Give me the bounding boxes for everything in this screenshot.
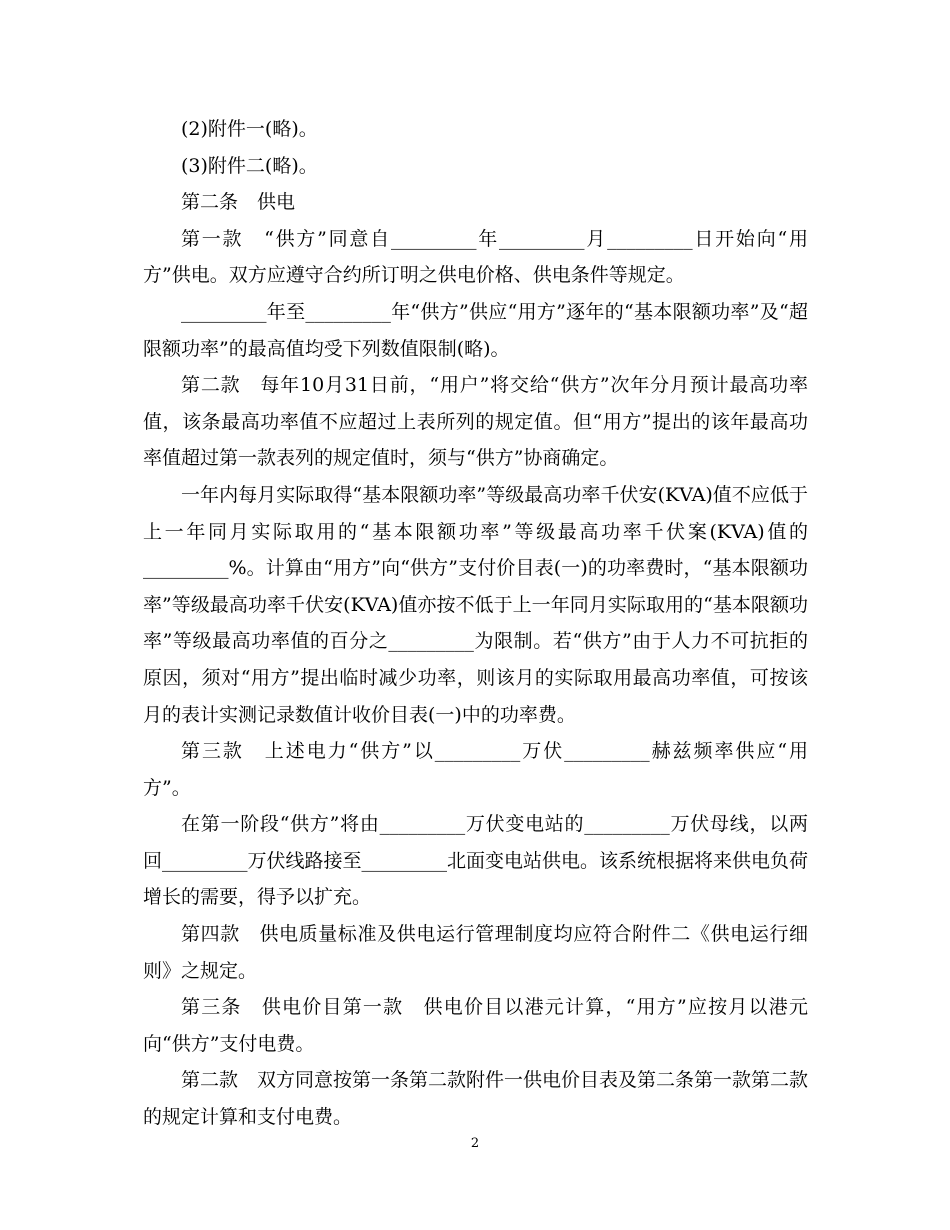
document-body bbox=[143, 111, 808, 1136]
heading-article-2-power-supply: 第二条 供电 bbox=[181, 191, 296, 214]
heading-article-3-pricing: 第三条 供电价目第一款 供电价目以港元计算，“用方”应按月以港元向“供方”支付电费。 bbox=[143, 996, 808, 1055]
paragraph-first-stage-substation: 在第一阶段“供方”将由_________万伏变电站的_________万伏母线，以两回_________万伏线路接至_________北面变电站供电。该系统根据将来供电负荷增长的需要，得予以扩充。 bbox=[143, 813, 809, 909]
paragraph-annual-power-limits: _________年至_________年“供方”供应“用方”逐年的“基本限额功率”及“超限额功率”的最高值均受下列数值限制(略)。 bbox=[143, 300, 808, 360]
paragraph-clause-2-forecast: 第二款 每年10月31日前，“用户”将交给“供方”次年分月预计最高功率值，该条最高功率值不应超过上表所列的规定值。但“用方”提出的该年最高功率值超过第一款表列的规定值时，须与“供方”协商确定。 bbox=[143, 374, 808, 470]
paragraph-clause-1-start-date: 第一款 “供方”同意自_________年_________月_________日开始向“用方”供电。双方应遵守合约所订明之供电价格、供电条件等规定。 bbox=[143, 227, 808, 287]
paragraph-attachment-2: (3)附件二(略)。 bbox=[181, 154, 318, 177]
paragraph-monthly-kva-minimum: 一年内每月实际取得“基本限额功率”等级最高功率千伏安(KVA)值不应低于上一年同月实际取用的“基本限额功率”等级最高功率千伏案(KVA)值的_________%。计算由“用方”向“供方”支付价目表(一)的功率费时，“基本限额功率”等级最高功率千伏安(KVA)值亦按不低于上一年同月实际取用的“基本限额功率”等级最高功率值的百分之_________为限制。若“供方”由于人力不可抗拒的原因，须对“用方”提出临时减少功率，则该月的实际取用最高功率值，可按该月的表计实测记录数值计收价目表(一)中的功率费。 bbox=[143, 483, 808, 726]
paragraph-clause-4-quality: 第四款 供电质量标准及供电运行管理制度均应符合附件二《供电运行细则》之规定。 bbox=[143, 923, 808, 982]
page-number: 2 bbox=[470, 1136, 480, 1151]
paragraph-clause-2-billing: 第二款 双方同意按第一条第二款附件一供电价目表及第二条第一款第二款的规定计算和支付电费。 bbox=[143, 1069, 809, 1129]
paragraph-attachment-1: (2)附件一(略)。 bbox=[181, 118, 318, 140]
paragraph-clause-3-voltage-frequency: 第三款 上述电力“供方”以_________万伏_________赫兹频率供应“用方”。 bbox=[143, 740, 808, 799]
